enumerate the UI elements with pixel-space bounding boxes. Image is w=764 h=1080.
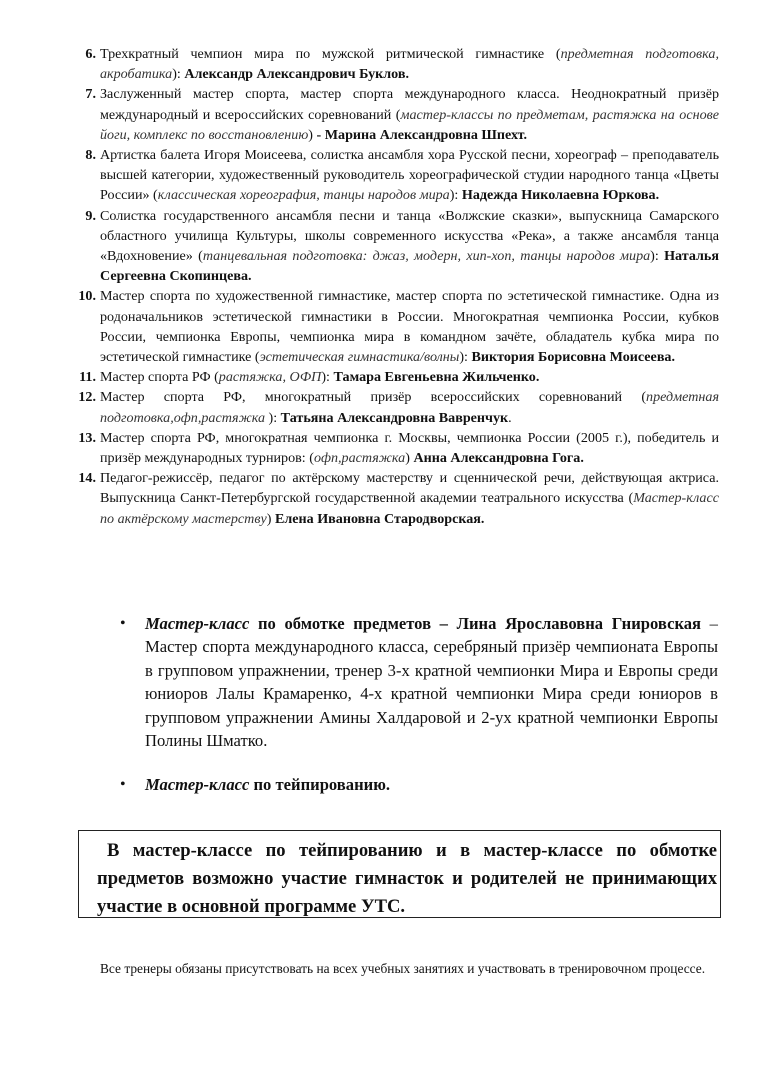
plain-text: Солистка государственного ансамбля песни и танца «Волжские сказки», выпускница Самарского областного училища Культуры, школы современного искусства «Река», а также ансамбля танца «Вдохновение» (	[100, 207, 719, 265]
item-text	[100, 470, 719, 526]
bold-text: Тамара Евгеньевна Жильченко.	[333, 369, 540, 386]
master-class-bullet-list-2	[0, 773, 764, 796]
italic-text: предметная подготовка, акробатика	[100, 46, 719, 83]
bold-text: по тейпированию.	[249, 775, 391, 794]
bold-text: Александр Александрович Буклов.	[184, 66, 409, 83]
item-text	[100, 389, 719, 425]
item-text	[100, 147, 719, 203]
item-number: 6.	[85, 46, 96, 62]
list-item	[0, 145, 764, 206]
item-number: 8.	[85, 147, 96, 164]
plain-text: Мастер спорта РФ, многократная чемпионка г. Москвы, чемпионка России (2005 г.), победитель и призёр международных турниров: (	[100, 429, 719, 467]
italic-text: Мастер-класс	[145, 775, 250, 794]
plain-text: Мастер спорта РФ (	[100, 369, 219, 386]
item-text	[100, 46, 719, 82]
notice-text: В мастер-классе по тейпированию и в мастер-классе по обмотке предметов возможно участие гимнасток и родителей не принимающих участие в основной программе УТС.	[97, 840, 717, 917]
item-text	[100, 369, 539, 385]
item-number: 13.	[78, 429, 96, 446]
plain-text: – Мастер спорта международного класса, серебряный призёр чемпионата Европы в групповом упражнении, тренер 3-х кратной чемпионки Мира и Европы среди юниоров Лалы Крамаренко, 4-х кратной чемпионки Мира среди юниоров в групповом упражнении Амины Халдаровой и 2-ух кратной чемпионки Европы Полины Шматко.	[145, 614, 718, 751]
footer-note: Все тренеры обязаны присутствовать на всех учебных занятиях и участвовать в тренировочном процессе.	[100, 961, 706, 976]
italic-text: растяжка, ОФП	[218, 369, 322, 386]
item-number: 7.	[85, 86, 96, 103]
item-number: 9.	[85, 207, 96, 224]
bold-text: по обмотке предметов – Лина Ярославовна Гнировская	[249, 614, 702, 633]
plain-text: Артистка балета Игоря Моисеева, солистка ансамбля хора Русской песни, хореограф – преподаватель высшей категории, художественный руководитель хореографической студии народного танца «Цветы России» (	[100, 147, 719, 204]
italic-text: офп,растяжка	[313, 450, 406, 467]
italic-text: танцевальная подготовка: джаз, модерн, хип-хоп, танцы народов мира	[202, 248, 651, 265]
plain-text: Трехкратный чемпион мира по мужской ритмической гимнастике (	[100, 46, 561, 62]
item-text	[100, 288, 719, 365]
italic-text: мастер-классы по предметам, растяжка на основе йоги, комплекс по восстановлению	[100, 106, 719, 143]
list-item	[0, 44, 764, 84]
bold-text: Наталья Сергеевна Скопинцева.	[100, 248, 719, 285]
bold-text: Татьяна Александровна Вавренчук	[280, 409, 509, 426]
bullet-item	[0, 773, 764, 796]
item-number: 10.	[78, 288, 96, 305]
bullet-item	[0, 612, 764, 752]
bullet-text	[145, 775, 390, 794]
notice-box	[78, 830, 721, 918]
bold-text: - Марина Александровна Шпехт.	[316, 126, 528, 143]
bold-text: Елена Ивановна Стародворская.	[274, 510, 485, 527]
list-item	[0, 206, 764, 287]
italic-text: Мастер-класс по актёрскому мастерству	[100, 490, 719, 527]
plain-text: )	[405, 450, 414, 467]
bold-text: Надежда Николаевна Юркова.	[461, 187, 660, 204]
plain-text: Заслуженный мастер спорта, мастер спорта международного класса. Неоднократный призёр международный и всероссийских соревнований (	[100, 86, 719, 123]
list-item	[0, 286, 764, 367]
item-text	[100, 208, 719, 285]
bold-text: Анна Александровна Гога.	[413, 450, 584, 467]
plain-text: ):	[172, 66, 185, 83]
plain-text: Мастер спорта РФ, многократный призёр всероссийских соревнований (	[100, 389, 647, 406]
italic-text: эстетическая гимнастика/волны	[259, 349, 460, 366]
italic-text: Мастер-класс	[145, 614, 250, 633]
bold-text: Виктория Борисовна Моисеева.	[471, 349, 675, 366]
list-item	[0, 428, 764, 468]
list-item	[0, 84, 764, 145]
trainers-numbered-list	[0, 44, 764, 529]
list-item	[0, 468, 764, 529]
plain-text: )	[266, 510, 275, 527]
item-number: 11.	[79, 369, 96, 386]
plain-text: ):	[449, 187, 462, 204]
item-text	[100, 430, 719, 466]
master-class-bullet-list	[0, 612, 764, 752]
plain-text: Педагог-режиссёр, педагог по актёрскому мастерству и сценнической речи, действующая актриса. Выпускница Санкт-Петербургской государственной академии театрального искусства (	[100, 470, 719, 507]
plain-text: ):	[321, 369, 334, 386]
item-number: 12.	[78, 389, 96, 406]
bullet-icon: •	[120, 776, 126, 793]
plain-text: .	[508, 409, 512, 426]
plain-text: ):	[265, 409, 281, 426]
list-item	[0, 367, 764, 387]
item-number: 14.	[78, 470, 96, 487]
item-text	[100, 86, 719, 142]
plain-text: ):	[459, 349, 472, 366]
list-item	[0, 387, 764, 427]
bullet-text	[145, 614, 718, 750]
italic-text: классическая хореография, танцы народов мира	[157, 187, 450, 204]
plain-text: ):	[650, 248, 665, 265]
plain-text: )	[308, 126, 317, 143]
italic-text: предметная подготовка,офп,растяжка	[100, 389, 719, 426]
bullet-icon: •	[120, 615, 126, 632]
plain-text: Мастер спорта по художественной гимнастике, мастер спорта по эстетической гимнастике. Одна из родоначальников эстетической гимнастики в России. Многократная чемпионка России, кубков России, чемпионка Европы, чемпионка мира в командном зачёте, обладатель кубка мира по эстетической гимнастике (	[100, 288, 719, 366]
